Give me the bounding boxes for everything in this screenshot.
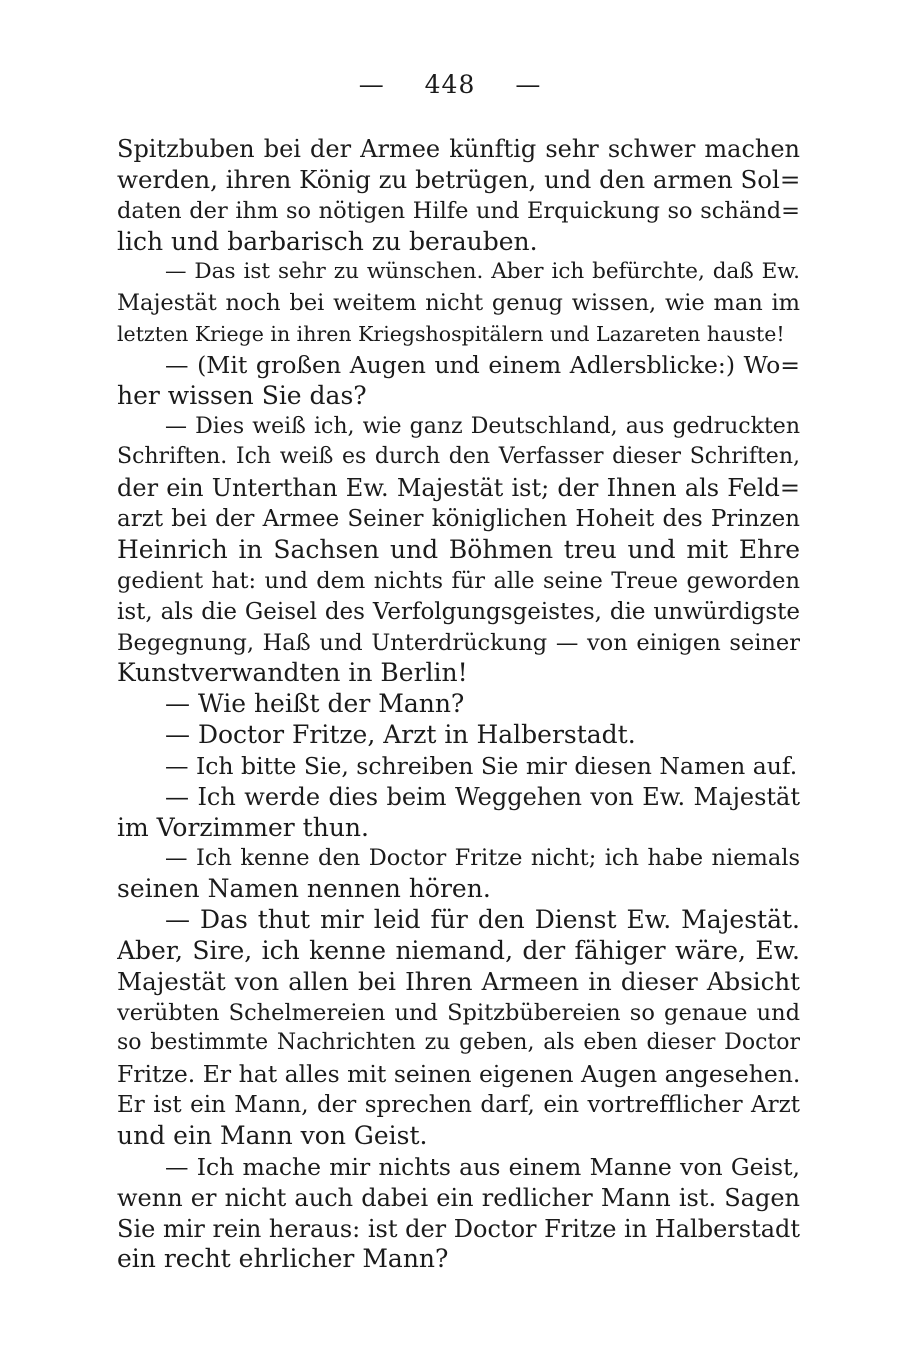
text-line: seinen Namen nennen hören. <box>117 874 491 904</box>
text-line: und ein Mann von Geist. <box>117 1121 428 1150</box>
text-line: Schriften. Ich weiß es durch den Verfasser dieser Schriften, <box>117 444 800 470</box>
text-line: — Das thut mir leid für den Dienst Ew. Majestät. <box>165 905 800 935</box>
text-line: — Ich kenne den Doctor Fritze nicht; ich habe niemals <box>165 845 800 872</box>
page-number: 448 <box>424 70 476 99</box>
page-header <box>0 70 900 99</box>
text-line: — (Mit großen Augen und einem Adlersblicke:) Wo= <box>165 350 800 379</box>
text-line: gedient hat: und dem nichts für alle seine Treue geworden <box>117 567 800 594</box>
text-line: Heinrich in Sachsen und Böhmen treu und mit Ehre <box>117 534 800 564</box>
text-line: — Dies weiß ich, wie ganz Deutschland, aus gedruckten <box>165 413 800 439</box>
text-line: letzten Kriege in ihren Kriegshospitälern und Lazareten hauste! <box>117 322 785 347</box>
text-line: — Das ist sehr zu wünschen. Aber ich befürchte, daß Ew. <box>165 259 800 285</box>
text-line: Begegnung, Haß und Unterdrückung — von einigen seiner <box>117 629 800 656</box>
text-line: im Vorzimmer thun. <box>117 812 369 842</box>
text-line: Majestät von allen bei Ihren Armeen in dieser Absicht <box>117 966 800 996</box>
text-line: Spitzbuben bei der Armee künftig sehr schwer machen <box>117 135 800 163</box>
text-line: verübten Schelmereien und Spitzbübereien so genaue und <box>117 999 800 1026</box>
text-line: arzt bei der Armee Seiner königlichen Hoheit des Prinzen <box>117 506 800 533</box>
text-line: daten der ihm so nötigen Hilfe und Erquickung so schänd= <box>117 197 800 224</box>
header-dash-left: — <box>358 70 385 99</box>
header-dash-right: — <box>515 70 542 99</box>
text-line: her wissen Sie das? <box>117 380 367 410</box>
text-line: wenn er nicht auch dabei ein redlicher Mann ist. Sagen <box>117 1183 800 1212</box>
text-line: Er ist ein Mann, der sprechen darf, ein vortrefflicher Arzt <box>117 1092 800 1119</box>
text-line: lich und barbarisch zu berauben. <box>117 226 538 256</box>
text-line: — Wie heißt der Mann? <box>165 689 465 719</box>
text-line: Aber, Sire, ich kenne niemand, der fähiger wäre, Ew. <box>117 935 800 965</box>
text-line: Sie mir rein heraus: ist der Doctor Fritze in Halberstadt <box>117 1214 800 1243</box>
text-line: Fritze. Er hat alles mit seinen eigenen Augen angesehen. <box>117 1060 800 1089</box>
body-text <box>117 134 800 1275</box>
text-line: — Ich bitte Sie, schreiben Sie mir diesen Namen auf. <box>165 751 798 780</box>
text-line: — Doctor Fritze, Arzt in Halberstadt. <box>165 720 636 750</box>
text-line: Kunstverwandten in Berlin! <box>117 658 468 688</box>
text-line: der ein Unterthan Ew. Majestät ist; der Ihnen als Feld= <box>117 474 800 503</box>
text-line: — Ich mache mir nichts aus einem Manne von Geist, <box>165 1152 800 1181</box>
text-line: so bestimmte Nachrichten zu geben, als eben dieser Doctor <box>117 1030 800 1056</box>
text-line: werden, ihren König zu betrügen, und den armen Sol= <box>117 164 800 194</box>
text-line: ist, als die Geisel des Verfolgungsgeistes, die unwürdigste <box>117 598 800 625</box>
text-line: ein recht ehrlicher Mann? <box>117 1244 449 1274</box>
text-line: Majestät noch bei weitem nicht genug wissen, wie man im <box>117 290 800 317</box>
text-line: — Ich werde dies beim Weggehen von Ew. Majestät <box>165 782 800 811</box>
